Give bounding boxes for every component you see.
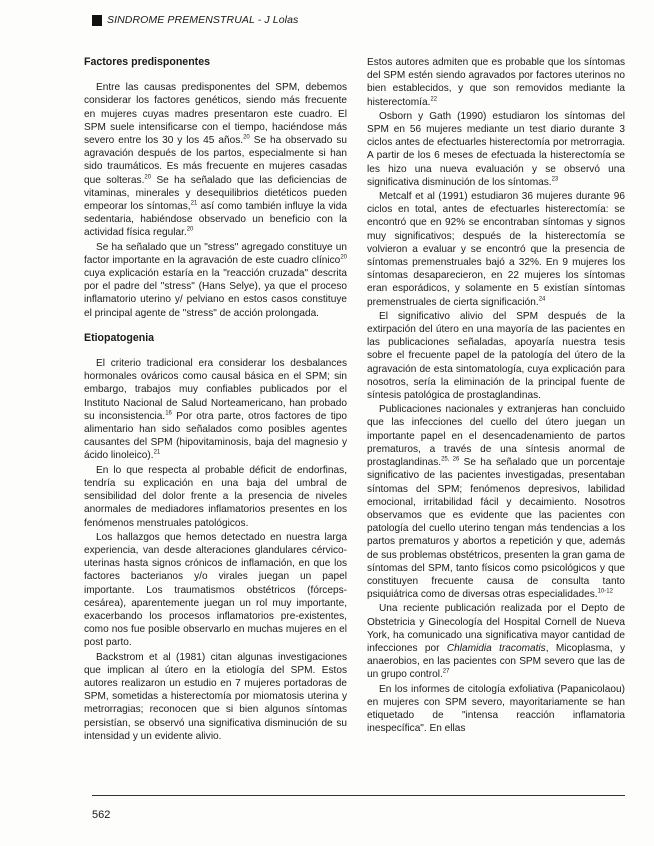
- paragraph: Osborn y Gath (1990) estudiaron los síntomas del SPM en 56 mujeres mediante un test diario durante 3 ciclos antes de efectuarles histerectomía por metrorragia. A partir de los 6 meses de efectuada la histerectomía se les hizo una nueva evaluación y se observó una significativa disminución de los síntomas.$^{23}$: [367, 110, 625, 188]
- left-column: [84, 56, 347, 743]
- paragraph: Una reciente publicación realizada por el Depto de Obstetricia y Ginecología del Hospital Cornell de Nueva York, ha comunicado una significativa mayor cantidad de infecciones por Chlamidia tracomatis, Micoplasma, y anaerobios, en las pacientes con SPM severo que las de un grupo control.$^{27}$: [367, 603, 625, 681]
- header-title: SINDROME PREMENSTRUAL - J Lolas: [107, 14, 299, 26]
- paragraph: El criterio tradicional era considerar los desbalances hormonales ováricos como causal básica en el SPM; sin embargo, trabajos muy confiables publicados por el Instituto Nacional de Salud Norteamericano, han probado su inconsistencia.$^{16}$ Por otra parte, otros factores de tipo alimentario han sido señalados como posibles agentes causantes del SPM (hipovitaminosis, baja del magnesio y ácido linoleico).$^{21}$: [84, 358, 347, 462]
- paragraph: Estos autores admiten que es probable que los síntomas del SPM estén siendo agravados por factores uterinos no bien establecidos, y que son removidos mediante la histerectomía.$^{22}$: [367, 57, 625, 108]
- page-number: 562: [92, 809, 111, 821]
- paragraph: Metcalf et al (1991) estudiaron 36 mujeres durante 96 ciclos en total, antes de efectuarles histerectomía: se encontró que en 92% se encontraban síntomas y signos muy significativos; después de la histerectomía se volvieron a evaluar y se encontró que la presencia de síntomas premenstruales bajó a 32%. En 9 mujeres los síntomas desaparecieron, en 22 mujeres los síntomas eran esporádicos, y solamente en 5 existían síntomas premenstruales de cierta significación.$^{24}$: [367, 191, 625, 308]
- section-heading-etiopatogenia: Etiopatogenia: [84, 331, 155, 344]
- header-square-mark: [92, 15, 102, 26]
- paragraph: En los informes de citología exfoliativa (Papanicolaou) en mujeres con SPM severo, mayoritariamente se han etiquetado de "intensa reacción inflamatoria inespecífica". En ellas: [367, 683, 625, 735]
- paragraph: Backstrom et al (1981) citan algunas investigaciones que implican al útero en la etiología del SPM. Estos autores realizaron un estudio en 7 mujeres portadoras de SPM, sometidas a histerectomía por miomatosis uterina y metrorragias; reconocen que si bien algunos síntomas persistían, se observó una significativa disminución de su intensidad y un evidente alivio.: [84, 651, 347, 742]
- footer-rule: [92, 795, 625, 796]
- paragraph: Se ha señalado que un "stress" agregado constituye un factor importante en la agravación de este cuadro clínico$^{20}$ cuya explicación estaría en la "reacción cruzada" descrita por el padre del "stress" (Hans Selye), ya que el proceso inflamatorio uterino y/ pelviano en estos casos constituye el principal agente de "stress" de acción prolongada.: [84, 241, 347, 319]
- paragraph: En lo que respecta al probable déficit de endorfinas, tendría su explicación en una baja del umbral de sensibilidad del dolor frente a la presencia de niveles anormales de mediadores inflamatorios presentes en los fenómenos menstruales patológicos.: [84, 464, 347, 529]
- paragraph: Los hallazgos que hemos detectado en nuestra larga experiencia, van desde alteraciones glandulares cérvico-uterinas hasta signos crónicos de inflamación, en que los factores bacterianos y/o virales juegan un papel importante. Los traumatismos obstétricos (fórceps-cesárea), aparentemente juegan un rol muy importante, exacerbando los procesos inflamatorios pre-existentes, como nos fue posible observarlo en muchas mujeres en el post parto.: [84, 531, 347, 649]
- paragraph: El significativo alivio del SPM después de la extirpación del útero en una mayoría de las pacientes en las publicaciones señaladas, apoyaría nuestra tesis sobre el frecuente papel de la patología del útero de la agravación de esta sintomatología, cuya explicación para nosotros, sería la eliminación de la principal fuente de síntesis patológica de prostaglandinas.: [367, 310, 625, 402]
- right-column: [367, 56, 625, 735]
- paragraph: Publicaciones nacionales y extranjeras han concluido que las infecciones del cuello del útero juegan un importante papel en el desencadenamiento de partos prematuros, a través de una síntesis anormal de prostaglandinas.$^{25, 26}$ Se ha señalado que un porcentaje significativo de las pacientes investigadas, presentaban síntomas del SPM; fenómenos depresivos, labilidad emocional, irritabilidad fácil y decaimiento. Nosotros observamos que es evidente que las pacientes con patología del cuello uterino tengan más tendencias a los partos prematuros y abortos a repetición y que, además de sus problemas obstétricos, presenten la gran gama de síntomas del SPM, tanto físicos como psicológicos y que constituyen frecuente causa de consulta tanto psiquiátrica como de diversas otras especialidades.$^{10-12}$: [367, 404, 626, 601]
- paragraph: Entre las causas predisponentes del SPM, debemos considerar los factores genéticos, siendo más frecuente en mujeres cuyas madres presentaron este cuadro. El SPM suele intensificarse con el tiempo, haciéndose más severo entre los 30 y los 45 años.$^{20}$ Se ha observado su agravación después de los partos, especialmente si han sido traumáticos. Es más frecuente en mujeres casadas que solteras.$^{20}$ Se ha señalado que las deficiencias de vitaminas, minerales y desequilibrios dietéticos pueden empeorar los síntomas,$^{21}$ así como también influye la vida sedentaria, habiéndose observado un beneficio con la actividad física regular.$^{20}$: [84, 82, 348, 239]
- section-heading-factores: Factores predisponentes: [84, 56, 210, 68]
- running-header: [92, 13, 298, 27]
